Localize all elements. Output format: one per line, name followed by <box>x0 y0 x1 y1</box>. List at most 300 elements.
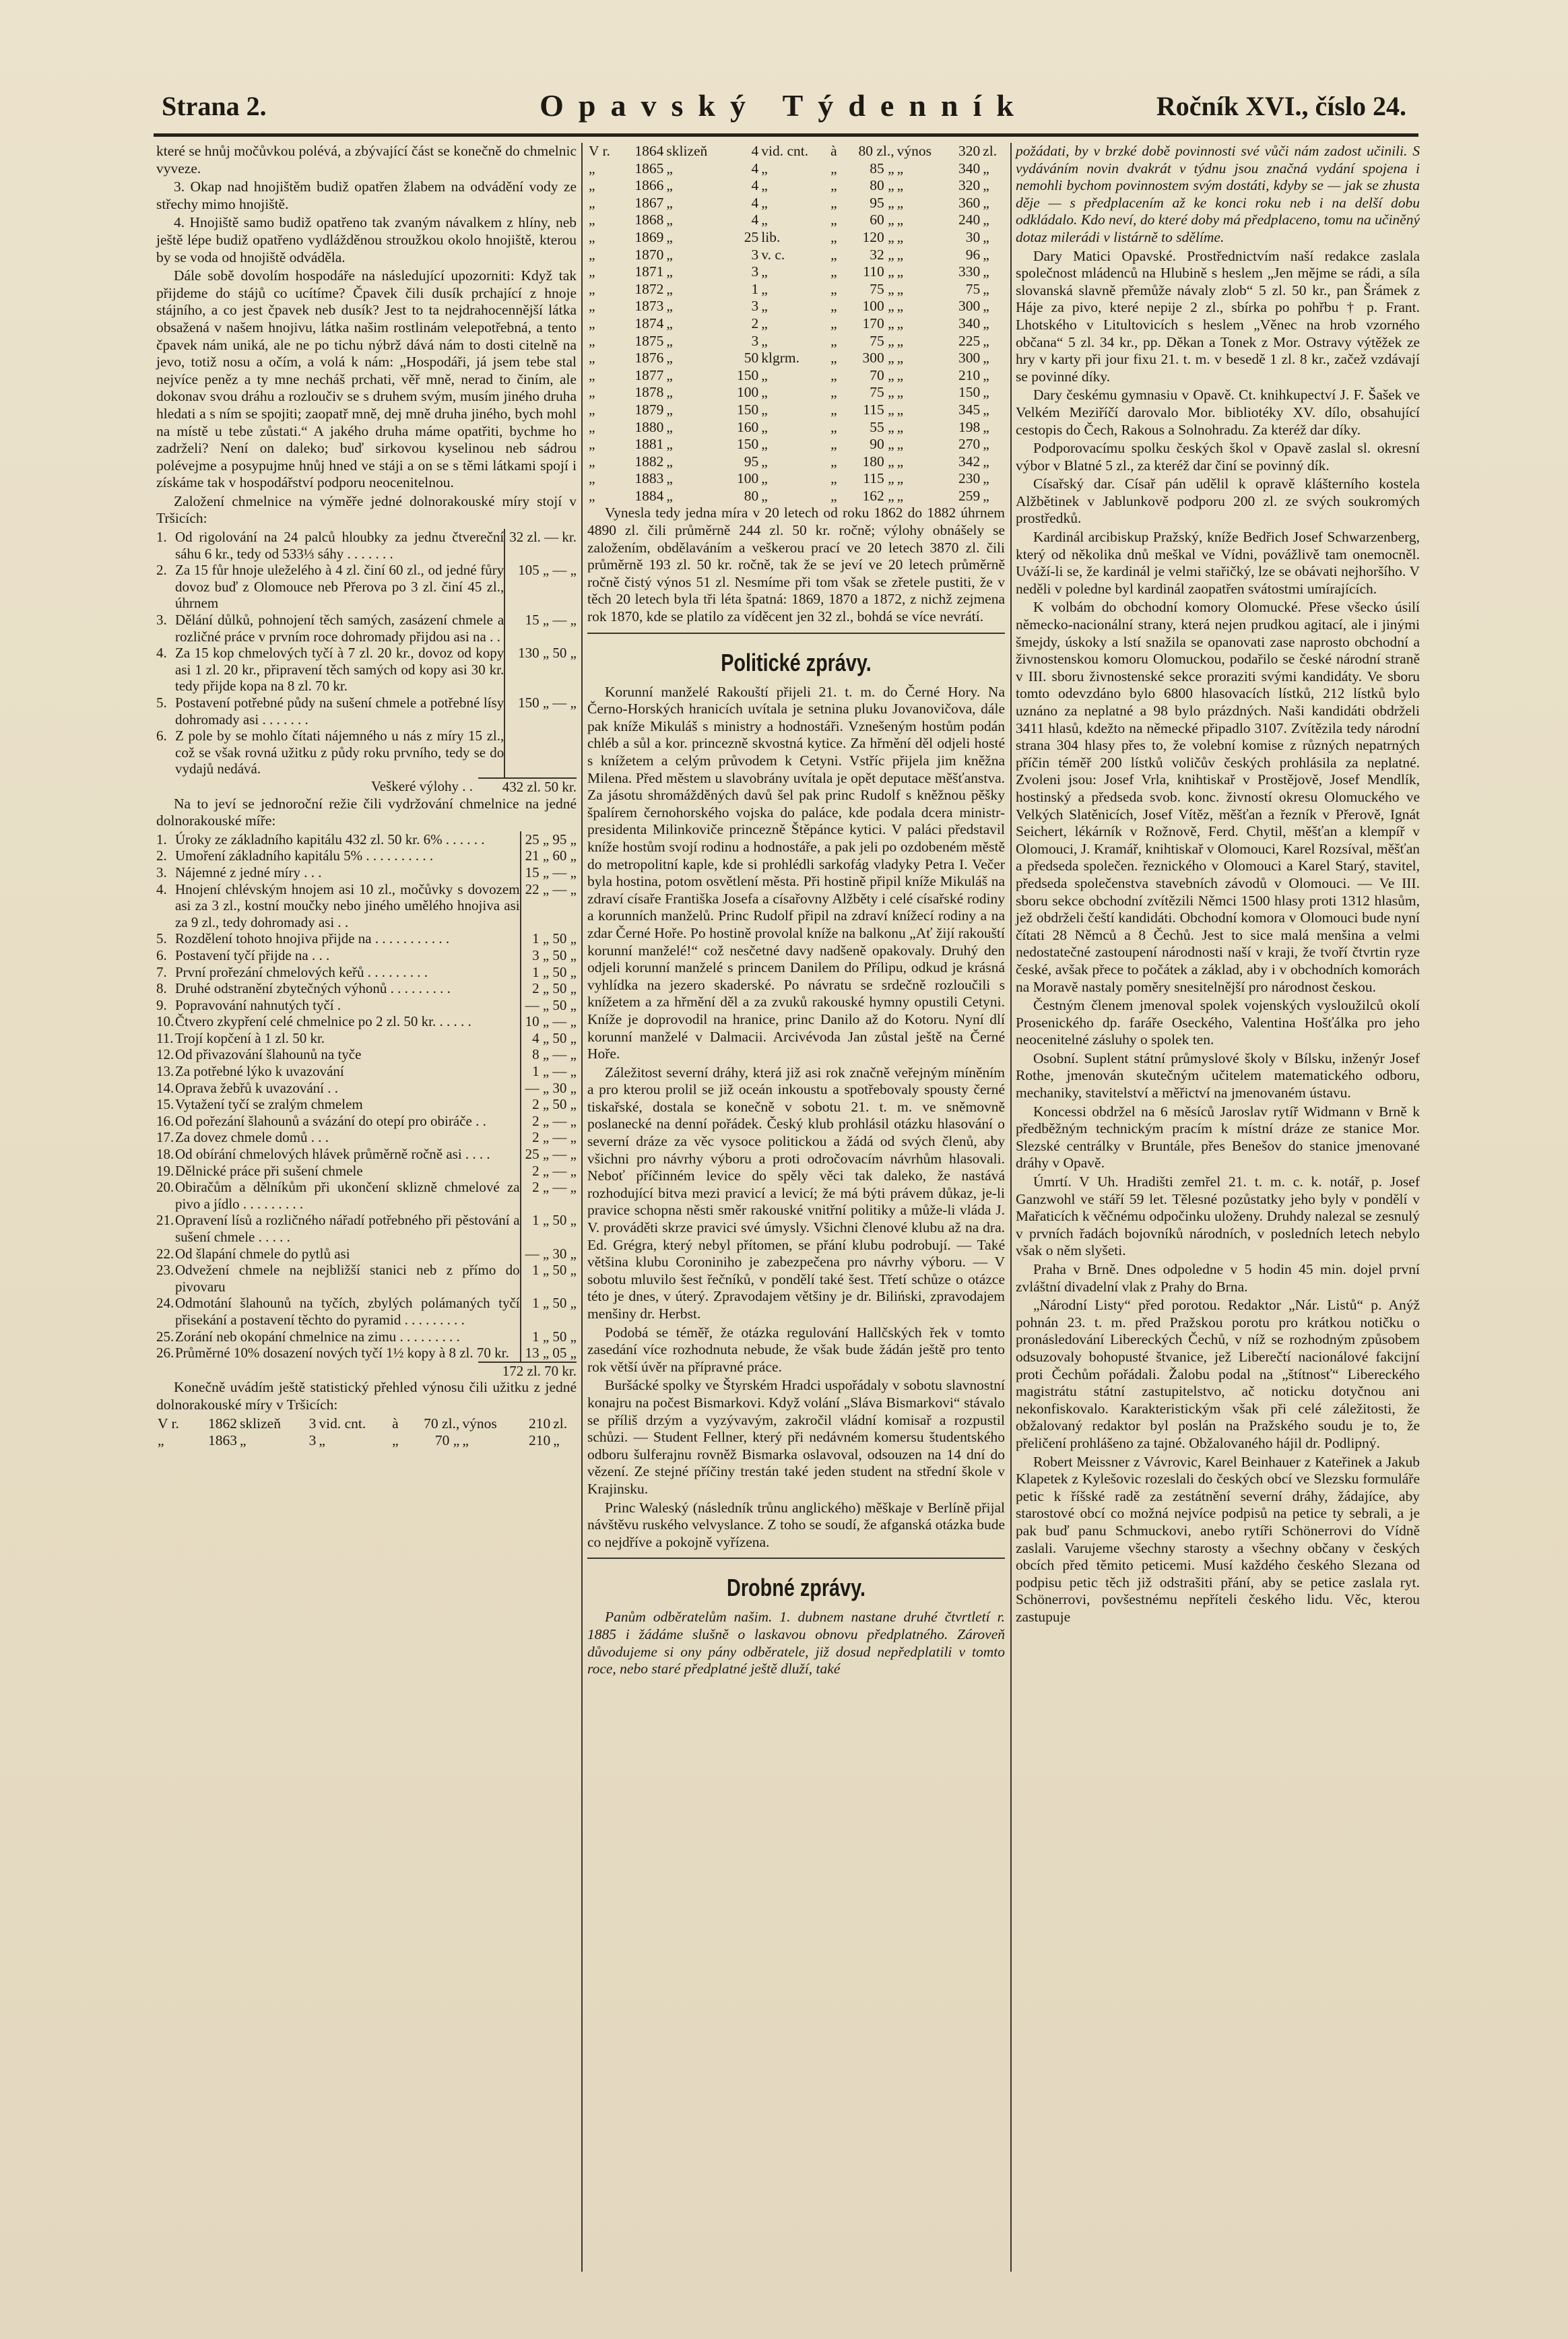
total-value: 172 zl. 70 kr. <box>478 1362 577 1380</box>
table-cell: 95 <box>744 453 759 470</box>
table-row <box>156 1212 577 1245</box>
paragraph: Koncessi obdržel na 6 měsíců Jaroslav rytíř Widmann v Brně k předběžným technickým pracím k místní dráze ze stanice Mor. Slezské centrálky v Bruntále, přes Benešov do stanice jmenované dráhy v Opavě. <box>1016 1103 1420 1172</box>
table-cell: „ <box>896 470 904 487</box>
item-number: 2. <box>156 562 167 579</box>
table-cell: 1876 <box>634 350 664 366</box>
table-row <box>587 143 1005 160</box>
table-row <box>156 831 577 848</box>
item-value: 1 „ 50 „ <box>532 1328 577 1345</box>
yield-table <box>156 1415 577 1450</box>
table-cell: 90 „ <box>870 436 894 453</box>
table-row <box>156 1129 577 1146</box>
paragraph: Robert Meissner z Vávrovic, Karel Beinhauer z Kateřinek a Jakub Klapetek z Kylešovic rozeslali do českých obcí ve Slezsku formuláře petic k říšské radě za zestátnění severní dráhy, žádajíce, aby starostové obcí co možná nejvíce podpisů na petice ty sebrali, a je pak buď panu Schmuckovi, anebo rytíři Schönerrovi do Vídně zaslali. Varujeme všechny starosty a všechny občany v českých obcích před těmito peticemi. Musí každého českého Slezana od podpisu petic těch již odstrašiti přání, aby se petice zaslala ryt. Schönerrovi, povšestnému nepříteli českého lidu. Věc, kterou zastupuje <box>1016 1453 1420 1625</box>
item-value: 15 „ — „ <box>525 864 577 880</box>
item-number: 14. <box>156 1079 174 1096</box>
table-cell: „ <box>830 246 837 263</box>
table-row <box>156 1046 577 1063</box>
table-row <box>587 298 1005 315</box>
table-cell: „ <box>589 280 595 297</box>
table-cell: „ <box>830 160 837 177</box>
table-cell: 1865 <box>634 160 664 177</box>
item-text: Z pole by se mohlo čítati nájemného u nás z míry 15 zl., což se však rovná užitku z půdy roku prvního, tedy se do vydajů nedává. <box>175 728 504 777</box>
table-cell: „ <box>666 315 673 331</box>
table-row <box>156 529 577 562</box>
table-cell: zl. <box>553 1415 568 1432</box>
table-cell: 95 „ <box>870 194 894 211</box>
table-cell: „ <box>666 332 673 349</box>
table-cell: „ <box>666 366 673 383</box>
table-cell: sklizeň <box>240 1415 281 1432</box>
table-cell: 80 zl., <box>858 143 894 159</box>
table-cell: „ <box>896 487 904 504</box>
table-cell: „ <box>896 298 904 315</box>
item-number: 1. <box>156 529 167 546</box>
item-number: 4. <box>156 645 167 662</box>
paragraph: Dary českému gymnasiu v Opavě. Ct. knihkupectví J. F. Šašek ve Velkém Meziříčí darovalo Mor. bibliotéky XV. dílo, obsahující cestopis do Čech, Rakous a Solnohradu. Za kteréž dar díky. <box>1016 387 1420 438</box>
paragraph: Císařský dar. Císař pán udělil k opravě klášterního kostela Alžbětinek v Jablunkově podporu 200 zl. ze svých soukromých prostředků. <box>1016 476 1420 527</box>
item-value: — „ 30 „ <box>525 1079 577 1096</box>
item-number: 16. <box>156 1112 174 1129</box>
item-text: Dělání důlků, pohnojení těch samých, zasázení chmele a rozličné práce v prvním roce dohromady přijdou asi na . . <box>175 612 504 645</box>
table-row <box>156 1262 577 1295</box>
table-cell: „ <box>666 177 673 194</box>
table-cell: „ <box>896 212 904 228</box>
table-cell: „ <box>761 436 768 453</box>
table-row <box>587 195 1005 212</box>
divider <box>587 1558 1005 1559</box>
paragraph: Čestným členem jmenoval spolek vojenských vysloužilců okolí Prosenického dp. faráře Oseckého, Valentina Hošťálka pro jeho neocenitelné zásluhy o spolek ten. <box>1016 997 1420 1048</box>
table-cell: lib. <box>761 228 781 245</box>
item-value: 105 „ — „ <box>518 562 577 579</box>
table-cell: 345 <box>958 401 981 418</box>
table-row <box>587 160 1005 178</box>
table-cell: 360 <box>958 194 981 211</box>
cost-table <box>156 529 577 777</box>
table-cell: „ <box>983 212 989 228</box>
table-cell: „ <box>896 418 904 435</box>
table-cell: 1883 <box>634 470 664 487</box>
item-value: 1 „ 50 „ <box>532 963 577 980</box>
table-cell: „ <box>553 1432 560 1449</box>
table-cell: 320 <box>958 143 981 159</box>
table-row <box>156 562 577 612</box>
table-cell: 330 <box>958 263 981 280</box>
item-text: Druhé odstranění zbytečných výhonů . . . . . . . . . <box>175 980 521 997</box>
table-cell: „ <box>830 332 837 349</box>
item-number: 2. <box>156 847 167 864</box>
table-cell: 1869 <box>634 228 664 245</box>
paragraph: požádati, by v brzké době povinnosti své vůči nám zadost učinili. S vydáváním novin dvakrát v týdnu jsou značná vydání spojena i nemohli bychom povinnostem svým dostáti, kdyby se — jak se zhusta děje — s předplacením až ke konci roku neb i na delší dobu odkládalo. Kdo neví, do které doby má předplaceno, tomu na učiněný dotaz milerádi v listárně to sdělíme. <box>1016 143 1420 245</box>
item-number: 19. <box>156 1162 174 1179</box>
table-cell: à <box>830 143 837 159</box>
table-cell: 100 „ <box>862 298 894 315</box>
table-cell: 4 <box>751 160 759 177</box>
table-cell: „ <box>666 401 673 418</box>
table-row <box>156 1030 577 1047</box>
table-cell: „ <box>589 332 595 349</box>
table-cell: 150 <box>737 401 759 418</box>
table-cell: „ <box>761 332 768 349</box>
table-cell: „ <box>666 246 673 263</box>
table-cell: „ <box>462 1432 469 1449</box>
item-number: 3. <box>156 612 167 629</box>
table-cell: „ <box>761 298 768 315</box>
table-row <box>587 384 1005 402</box>
item-value: 1 „ 50 „ <box>532 1212 577 1229</box>
paragraph: Vynesla tedy jedna míra v 20 letech od roku 1862 do 1882 úhrnem 4890 zl. čili průměrně 244 zl. 50 kr. ročně; výlohy obnášely se založením, obdělaváním a veškerou prací ve 20 letech 3870 zl. čili průměrně 193 zl. 50 kr. ročně, tak že se jeví ve 20 letech průměrně ročně čistý výnos 51 zl. Nesmíme při tom však se zřetele pustiti, že v těch 20 letech byla tři léta špatná: 1869, 1870 a 1872, z nichž zejmena rok 1870, kde se platilo za víděcent jen 32 zl., bohdá se více nevrátí. <box>587 505 1005 625</box>
item-number: 6. <box>156 728 167 744</box>
table-cell: 70 „ <box>870 366 894 383</box>
table-row <box>587 315 1005 333</box>
item-value: 150 „ — „ <box>518 695 577 711</box>
table-cell: 80 „ <box>870 177 894 194</box>
table-cell: 55 „ <box>870 418 894 435</box>
table-cell: 1864 <box>634 143 664 159</box>
column-1 <box>156 143 577 1450</box>
table-cell: „ <box>896 350 904 366</box>
table-cell: 75 <box>965 280 981 297</box>
item-text: Průměrné 10% dosazení nových tyčí 1½ kopy à 8 zl. 70 kr. <box>175 1345 521 1361</box>
item-text: Oprava žebřů k uvazování . . <box>175 1080 521 1097</box>
table-cell: 75 „ <box>870 280 894 297</box>
table-row <box>156 997 577 1014</box>
table-cell: 80 <box>744 487 759 504</box>
table-row <box>587 350 1005 367</box>
table-cell: „ <box>761 401 768 418</box>
table-cell: 110 „ <box>863 263 894 280</box>
table-cell: „ <box>896 453 904 470</box>
table-cell: „ <box>983 280 989 297</box>
table-cell: „ <box>761 418 768 435</box>
paragraph: 4. Hnojiště samo budiž opatřeno tak zvaným návalkem z hlíny, neb ještě lépe budiž opatřeno vydlážděnou stroužkou okolo hnojiště, kterou by se voda od hnojiště odváděla. <box>156 214 577 265</box>
table-cell: 1862 <box>208 1415 238 1432</box>
table-cell: „ <box>666 384 673 401</box>
item-value <box>504 728 577 777</box>
item-number: 24. <box>156 1295 174 1312</box>
page-header <box>162 86 1406 127</box>
table-cell: 1881 <box>634 436 664 453</box>
table-cell: „ <box>761 384 768 401</box>
table-cell: 4 <box>751 212 759 228</box>
item-text: První prořezání chmelových keřů . . . . . . . . . <box>175 964 521 981</box>
table-cell: „ <box>983 315 989 331</box>
paragraph: Dary Matici Opavské. Prostřednictvím naší redakce zaslala společnost mládenců na Hlubině s heslem „Jen mějme se rádi, a síla slovanská slavně přemůže návaly zlob“ 5 zl. 50 kr., pan Šrámek z Háje za pivo, které nepije 2 zl., sbírka po pohřbu † p. Frant. Lhotského v Litultovicích s heslem „Věnec na hrob vzorného občana“ 5 zl. 34 kr., pp. Děkan a Tonek z Mor. Ostravy výtěžek ze hry v karty při jour fixu 21. t. m. v besedě 1 zl. 8 kr., začež vzdávají se povinné díky. <box>1016 247 1420 385</box>
paragraph: Princ Waleský (následník trůnu anglického) měškaje v Berlíně přijal návštěvu ruského velvyslance. Z toho se soudí, že afganská otázka bude co nejdříve a pokojně vyřízena. <box>587 1499 1005 1550</box>
table-cell: „ <box>830 366 837 383</box>
table-cell: 1875 <box>634 332 664 349</box>
table-cell: 230 <box>958 470 981 487</box>
table-cell: „ <box>830 436 837 453</box>
paragraph: Konečně uvádím ještě statistický přehled výnosu čili užitku z jedné dolnorakouské míry v Tršicích: <box>156 1379 577 1413</box>
table-row <box>156 1080 577 1097</box>
table-cell: 3 <box>751 263 759 280</box>
item-number: 8. <box>156 980 167 997</box>
table-cell: „ <box>896 280 904 297</box>
item-text: Odvežení chmele na nejbližší stanici neb z přímo do pivovaru <box>175 1262 520 1295</box>
paragraph: Korunní manželé Rakouští přijeli 21. t. m. do Černé Hory. Na Černo-Horských hranicích uvítala je setnina pluku Jovanovičova, dále pak kníže Mikuláš s ministry a hodnostáři. Vznešeným hostům podán chléb a sůl a kor. princezně skvostná kytice. Za hřmění děl odjeli hosté s knížetem a celým průvodem k Cetyni. Vstříc přijela jim kněžna Milena. Před městem u slavobrány uvítala je opět deputace měšťanstva. Za jásotu shromážděných davů šel pak princ Rudolf s kněžnou pěšky špalírem černohorského vojska do paláce, kde podala dcera ministr-presidenta Milinkoviče princezně Štěpánce kytici. V paláci představil kníže hostům svojí rodinu a hodnostáře, a pak jeli po ozdobeném městě do metropolitní kaple, kde si prohlédli sarkofág vladyky Petra I. Večer byla hostina, potom osvětlení města. Při hostině připil kníže Mikuláš na zdraví císaře Františka Josefa a císařovny Alžběty i celé císařské rodiny a korunních manželů. Princ Rudolf připil na zdraví knížecí rodiny a na zdar Černé Hoře. Po hostině provolal kníže na balkonu „Ať žijí rakouští korunní manželé!“ což nesčetné davy nadšeně opakovaly. Druhý den odjeli korunní manželé s princem Danilem do Přílipu, odkud je krásná vyhlídka na jezero skaderské. Po návratu se srdečně rozloučili s knížetem a za hřmění děl a za zvuků rakouské hymny opustili Cetyni. Kníže je doprovodil na hranice, princ Danilo až do Kotoru. Nyní dlí korunní manželé v Dalmacii. Arcivévoda Jan zůstal ještě na Černé Hoře. <box>587 683 1005 1062</box>
table-row <box>156 695 577 728</box>
item-text: Postavení potřebné půdy na sušení chmele a potřebné lísy dohromady asi . . . . . . . <box>175 695 504 728</box>
table-cell: „ <box>666 418 673 435</box>
item-value: 25 „ 95 „ <box>525 831 577 847</box>
item-number: 7. <box>156 963 167 980</box>
table-cell: 115 „ <box>863 401 894 418</box>
paragraph: Založení chmelnice na výměře jedné dolnorakouské míry stojí v Tršicích: <box>156 492 577 527</box>
table-row <box>587 229 1005 247</box>
item-value: 1 „ 50 „ <box>532 1262 577 1279</box>
item-value: 2 „ — „ <box>532 1129 577 1146</box>
table-cell: „ <box>830 401 837 418</box>
table-cell: „ <box>761 366 768 383</box>
table-row <box>156 1113 577 1130</box>
table-cell: „ <box>983 418 989 435</box>
table-cell: 1872 <box>634 280 664 297</box>
table-cell: „ <box>666 212 673 228</box>
table-row <box>156 964 577 981</box>
item-number: 15. <box>156 1096 174 1113</box>
table-row <box>156 980 577 997</box>
item-number: 12. <box>156 1046 174 1063</box>
table-cell: „ <box>896 160 904 177</box>
table-cell: „ <box>983 246 989 263</box>
item-text: Za dovez chmele domů . . . <box>175 1129 521 1146</box>
item-text: Zorání neb okopání chmelnice na zimu . . . . . . . . . <box>175 1328 521 1345</box>
table-cell: „ <box>666 228 673 245</box>
table-cell: „ <box>589 298 595 315</box>
item-value: 2 „ 50 „ <box>532 1096 577 1113</box>
table-cell: „ <box>158 1432 164 1449</box>
table-row <box>156 1295 577 1328</box>
header-rule <box>154 133 1418 137</box>
table-cell: „ <box>589 160 595 177</box>
table-cell: „ <box>589 453 595 470</box>
table-cell: à <box>392 1415 399 1432</box>
table-cell: 210 <box>529 1415 551 1432</box>
table-cell: „ <box>896 246 904 263</box>
item-number: 1. <box>156 831 167 847</box>
table-cell: „ <box>666 470 673 487</box>
table-cell: 4 <box>751 143 759 159</box>
item-value: 22 „ — „ <box>525 880 577 897</box>
table-row <box>587 402 1005 419</box>
item-value: 2 „ — „ <box>532 1179 577 1196</box>
table-cell: „ <box>666 280 673 297</box>
table-cell: „ <box>830 177 837 194</box>
table-cell: 1874 <box>634 315 664 331</box>
table-cell: „ <box>983 401 989 418</box>
table-cell: „ <box>589 194 595 211</box>
divider <box>587 633 1005 634</box>
table-cell: „ <box>666 263 673 280</box>
paragraph: Podobá se téměř, že otázka regulování Hallčských řek v tomto zasedání více rozhodnuta nebude, že však bude žádán ještě pro tento rok větší úvěr na přípravné práce. <box>587 1324 1005 1375</box>
column-2 <box>587 143 1005 1679</box>
table-cell: 25 <box>744 228 759 245</box>
item-text: Trojí kopčení à 1 zl. 50 kr. <box>175 1030 521 1047</box>
table-cell: „ <box>392 1432 399 1449</box>
table-cell: v. c. <box>761 246 785 263</box>
item-text: Vytažení tyčí se zralým chmelem <box>175 1096 521 1113</box>
item-number: 17. <box>156 1129 174 1146</box>
table-cell: „ <box>589 470 595 487</box>
table-cell: 96 <box>965 246 981 263</box>
table-cell: „ <box>983 453 989 470</box>
item-value: 1 „ 50 „ <box>532 1295 577 1312</box>
item-number: 9. <box>156 996 167 1013</box>
table-row <box>587 212 1005 229</box>
item-text: Čtvero zkypření celé chmelnice po 2 zl. 50 kr. . . . . . <box>175 1013 521 1030</box>
paragraph: Osobní. Suplent státní průmyslové školy v Bílsku, inženýr Josef Rothe, jmenován skutečným učitelem matematického odboru, mechaniky, stavitelství a měřictví na jmenovaném ústavu. <box>1016 1050 1420 1101</box>
table-cell: „ <box>589 177 595 194</box>
table-row <box>156 645 577 695</box>
table-row <box>587 247 1005 264</box>
table-cell: 150 <box>737 366 759 383</box>
table-cell: „ <box>983 228 989 245</box>
table-cell: 120 „ <box>862 228 894 245</box>
yield-table <box>587 143 1005 505</box>
table-cell: 198 <box>958 418 981 435</box>
table-cell: 225 <box>958 332 981 349</box>
item-value: 2 „ 50 „ <box>532 980 577 997</box>
table-row <box>587 177 1005 195</box>
table-cell: „ <box>761 453 768 470</box>
table-cell: 1863 <box>208 1432 238 1449</box>
table-cell: „ <box>983 177 989 194</box>
section-heading: Drobné zprávy. <box>727 1574 865 1602</box>
column-divider <box>581 143 583 2272</box>
table-cell: „ <box>761 470 768 487</box>
table-cell: 4 <box>751 177 759 194</box>
table-cell: „ <box>830 453 837 470</box>
item-number: 11. <box>156 1029 174 1046</box>
table-cell: „ <box>761 487 768 504</box>
table-cell: 32 „ <box>870 246 894 263</box>
table-cell: „ <box>830 470 837 487</box>
table-cell: „ <box>830 487 837 504</box>
table-row <box>587 470 1005 488</box>
table-cell: „ <box>761 263 768 280</box>
table-cell: výnos <box>896 143 932 159</box>
table-cell: výnos <box>462 1415 497 1432</box>
column-3 <box>1016 143 1420 1627</box>
issue-number: Ročník XVI., číslo 24. <box>1156 91 1406 121</box>
total-row <box>156 1361 577 1380</box>
table-row <box>587 488 1005 505</box>
table-cell: 60 „ <box>870 212 894 228</box>
item-number: 5. <box>156 695 167 711</box>
table-cell: 1 <box>751 280 759 297</box>
item-number: 22. <box>156 1245 174 1262</box>
table-cell: „ <box>830 298 837 315</box>
table-cell: 1884 <box>634 487 664 504</box>
upkeep-table <box>156 831 577 1361</box>
table-cell: 162 „ <box>862 487 894 504</box>
newspaper-title: Opavský Týdenník <box>540 88 1028 123</box>
page-number: Strana 2. <box>162 91 267 121</box>
table-row <box>587 333 1005 350</box>
table-cell: 160 <box>737 418 759 435</box>
item-text: Hnojení chlévským hnojem asi 10 zl., močůvky s dovozem asi za 3 zl., kostní moučky nebo jiného umělého hnojiva asi za 9 zl., tedy dohromady asi . . <box>175 880 520 930</box>
table-cell: „ <box>666 487 673 504</box>
paragraph: Praha v Brně. Dnes odpoledne v 5 hodin 45 min. dojel první zvláštní divadelní vlak z Prahy do Brna. <box>1016 1261 1420 1295</box>
item-value: 8 „ — „ <box>532 1046 577 1063</box>
table-cell: „ <box>896 332 904 349</box>
item-text: Od obírání chmelových hlávek průměrně ročně asi . . . . <box>175 1146 521 1163</box>
table-cell: 30 <box>965 228 981 245</box>
item-text: Opravení lísů a rozličného nářadí potřebného při pěstování a sušení chmele . . . . . <box>175 1212 520 1245</box>
table-cell: 340 <box>958 160 981 177</box>
item-value: 10 „ — „ <box>525 1013 577 1030</box>
table-row <box>156 1415 577 1433</box>
table-cell: „ <box>666 436 673 453</box>
table-cell: „ <box>896 401 904 418</box>
total-row <box>156 777 577 796</box>
table-cell: 1882 <box>634 453 664 470</box>
table-cell: V r. <box>589 143 610 159</box>
item-text: Popravování nahnutých tyčí . <box>175 997 521 1014</box>
item-value: 13 „ 05 „ <box>525 1345 577 1361</box>
table-cell: „ <box>830 315 837 331</box>
table-cell: „ <box>896 384 904 401</box>
item-number: 23. <box>156 1262 174 1279</box>
table-cell: V r. <box>158 1415 179 1432</box>
table-cell: 170 „ <box>862 315 894 331</box>
table-cell: 85 „ <box>870 160 894 177</box>
table-row <box>156 947 577 964</box>
table-cell: „ <box>589 315 595 331</box>
table-cell: 210 <box>529 1432 551 1449</box>
item-number: 10. <box>156 1013 174 1030</box>
table-row <box>156 1246 577 1262</box>
item-number: 13. <box>156 1063 174 1080</box>
table-cell: zl. <box>983 143 998 159</box>
table-cell: 1868 <box>634 212 664 228</box>
table-cell: 300 „ <box>862 350 894 366</box>
item-value: — „ 30 „ <box>525 1245 577 1262</box>
table-cell: 70 „ <box>434 1432 460 1449</box>
table-cell: „ <box>589 418 595 435</box>
table-cell: 150 <box>737 436 759 453</box>
table-row <box>156 1013 577 1030</box>
table-cell: „ <box>896 228 904 245</box>
table-cell: „ <box>896 263 904 280</box>
table-cell: 2 <box>751 315 759 331</box>
item-text: Obiračům a dělníkům při ukončení sklizně chmelové za pivo a jídlo . . . . . . . . . <box>175 1179 520 1212</box>
paragraph: Kardinál arcibiskup Pražský, kníže Bedřich Josef Schwarzenberg, který od několika dnů meškal ve Vídni, povážlivě tam onemocněl. Uváží-li se, že kardinál je velmi stařičký, lze se obávati nejhoršího. V neděli v poledne byl kardinál zaopatřen svátostmi umírajících. <box>1016 529 1420 597</box>
table-cell: „ <box>589 487 595 504</box>
table-row <box>587 367 1005 385</box>
item-number: 4. <box>156 880 167 897</box>
item-number: 5. <box>156 930 167 947</box>
table-row <box>587 263 1005 281</box>
item-text: Od pořezání šlahounů a svázání do otepí pro obiráče . . <box>175 1113 521 1130</box>
item-number: 25. <box>156 1328 174 1345</box>
table-row <box>156 847 577 864</box>
table-cell: „ <box>830 418 837 435</box>
table-cell: 210 <box>958 366 981 383</box>
table-cell: „ <box>830 194 837 211</box>
table-cell: „ <box>589 263 595 280</box>
table-cell: 75 „ <box>870 384 894 401</box>
table-row <box>156 1432 577 1450</box>
item-text: Dělnické práce při sušení chmele <box>175 1163 521 1180</box>
item-value: 32 zl. — kr. <box>509 529 577 546</box>
table-cell: „ <box>983 160 989 177</box>
table-row <box>587 281 1005 298</box>
table-cell: „ <box>830 228 837 245</box>
table-cell: vid. cnt. <box>319 1415 366 1432</box>
table-cell: 70 zl., <box>424 1415 460 1432</box>
table-cell: „ <box>896 177 904 194</box>
